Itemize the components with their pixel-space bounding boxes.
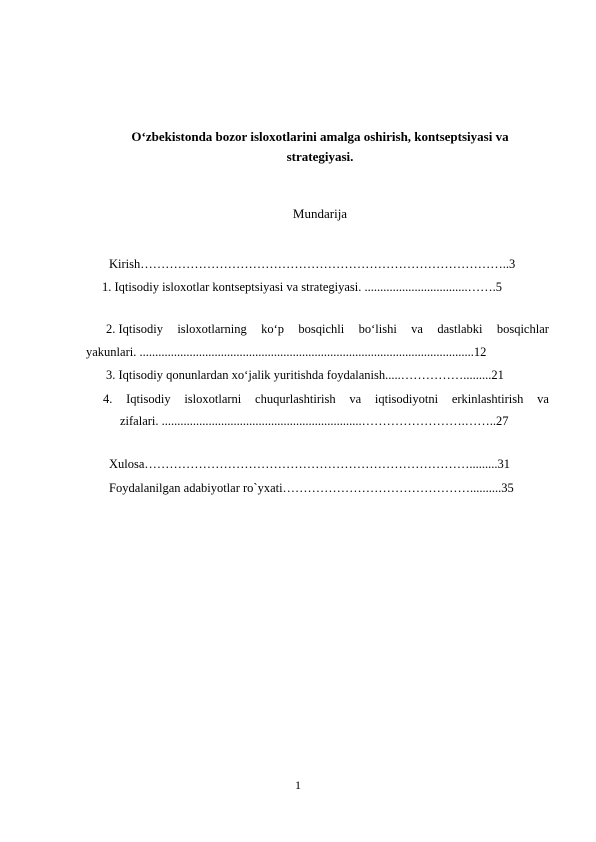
toc-entry-4-word: va [349,392,362,406]
toc-entry-2-word: isloxotlarning [177,322,247,336]
toc-entry-1: 1. Iqtisodiy isloxotlar kontseptsiyasi va strategiyasi. .................................…….5 [102,280,502,294]
toc-entry-4-word: iqtisodiyotni [374,392,439,406]
toc-entry-xulosa: Xulosa…………………………………………………………………….........31 [109,457,511,471]
title-line-2: strategiyasi. [286,149,354,164]
toc-entry-4-word: erkinlashtirish [451,392,524,406]
toc-entry-2-word: bo‘lishi [358,322,397,336]
toc-entry-4-word: 4. [103,392,113,406]
toc-entry-3: 3. Iqtisodiy qonunlardan xo‘jalik yuritishda foydalanish.....…………….........21 [106,368,504,382]
toc-entry-2-word: 2. Iqtisodiy [106,322,163,336]
toc-entry-2-word: va [411,322,423,336]
toc-entry-4-line-1 [103,390,549,408]
toc-entry-4-word: Iqtisodiy [126,392,171,406]
contents-heading: Mundarija [292,206,348,221]
toc-entry-4-word: va [537,392,549,406]
toc-entry-2-word: dastlabki [437,322,483,336]
document-title [90,127,550,167]
toc-entry-2-word: ko‘p [261,322,285,336]
toc-entry-adabiyotlar: Foydalanilgan adabiyotlar ro`yxati………………………………………..........35 [109,481,514,495]
toc-entry-4-line-2: zifalari. ................................................................…………………….……..27 [120,414,509,428]
toc-entry-2-word: bosqichli [298,322,345,336]
page-number: 1 [295,778,301,792]
toc-entry-2-line-2: yakunlari. ...........................................................................................................12 [86,345,487,359]
toc-entry-2-word: bosqichlar [496,322,549,336]
toc-entry-4-word: isloxotlarni [184,392,242,406]
toc-entry-2-line-1 [106,320,549,338]
title-line-1: O‘zbekistonda bozor isloxotlarini amalga oshirish, kontseptsiyasi va [131,129,509,144]
toc-entry-4-word: chuqurlashtirish [255,392,336,406]
toc-entry-kirish: Kirish……………………………………………………………………………..3 [109,257,516,271]
